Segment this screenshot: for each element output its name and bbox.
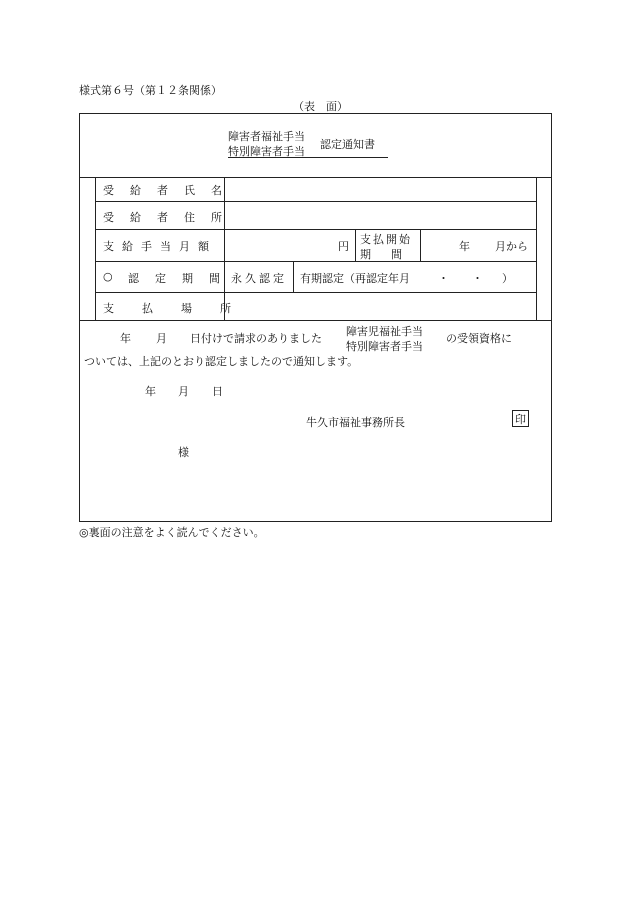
seal-text: 印 [515, 412, 526, 426]
divider [95, 201, 536, 202]
divider [95, 261, 536, 262]
circle-mark: ○ [103, 270, 113, 283]
pay-start-label-2: 期間 [360, 248, 422, 261]
pay-start-label-1: 支払開始 [360, 233, 412, 246]
divider [355, 229, 356, 261]
label-pay-place: 支払場所 [103, 302, 259, 315]
divider [224, 177, 225, 320]
pay-start-year: 年 [459, 240, 470, 253]
divider [536, 177, 537, 320]
divider [95, 177, 96, 320]
yen-unit: 円 [338, 240, 349, 253]
body-year: 年 [120, 332, 131, 345]
permanent-cert: 永久認定 [231, 272, 287, 285]
body-line-2: ついては、上記のとおり認定しましたので通知します。 [84, 355, 359, 368]
label-recipient-name-text: 受給者氏名 [103, 184, 238, 197]
footer-note: ◎裏面の注意をよく読んでください。 [79, 526, 265, 539]
label-recipient-address-text: 受給者住所 [103, 211, 238, 224]
divider [79, 320, 552, 321]
title-suffix: 認定通知書 [320, 138, 375, 151]
divider [79, 177, 552, 178]
divider [95, 229, 536, 230]
issue-day: 日 [212, 385, 223, 398]
date-dot-2: ・ [472, 272, 483, 285]
pay-start-month-from: 月から [495, 240, 528, 253]
body-eligibility: の受領資格に [446, 332, 512, 345]
title-allowance-1: 障害者福祉手当 [228, 130, 305, 143]
label-monthly-amount [103, 238, 217, 254]
body-allowance-a: 障害児福祉手当 [346, 325, 423, 338]
honorific: 様 [178, 446, 189, 459]
divider [293, 261, 294, 292]
label-monthly-amount-text: 支給手当月額 [103, 240, 217, 253]
label-recipient-address [103, 209, 238, 225]
issuer-name: 牛久市福祉事務所長 [306, 416, 405, 429]
title-underline [228, 157, 388, 158]
label-recipient-name [103, 182, 238, 198]
form-frame [79, 113, 552, 522]
side-label: （表 面） [293, 100, 348, 113]
date-dot-1: ・ [438, 272, 449, 285]
close-paren: ） [502, 272, 513, 285]
issue-month: 月 [178, 385, 189, 398]
label-cert-period: 認定期間 [128, 272, 236, 285]
body-date-text: 日付けで請求のありました [190, 332, 322, 345]
body-month: 月 [156, 332, 167, 345]
title-allowance-2: 特別障害者手当 [228, 145, 305, 158]
fixed-term-cert: 有期認定（再認定年月 [300, 272, 410, 285]
body-allowance-b: 特別障害者手当 [346, 340, 423, 353]
issue-year: 年 [145, 385, 156, 398]
form-number: 様式第６号（第１２条関係） [79, 84, 222, 97]
divider [95, 292, 536, 293]
seal-box [512, 410, 529, 427]
